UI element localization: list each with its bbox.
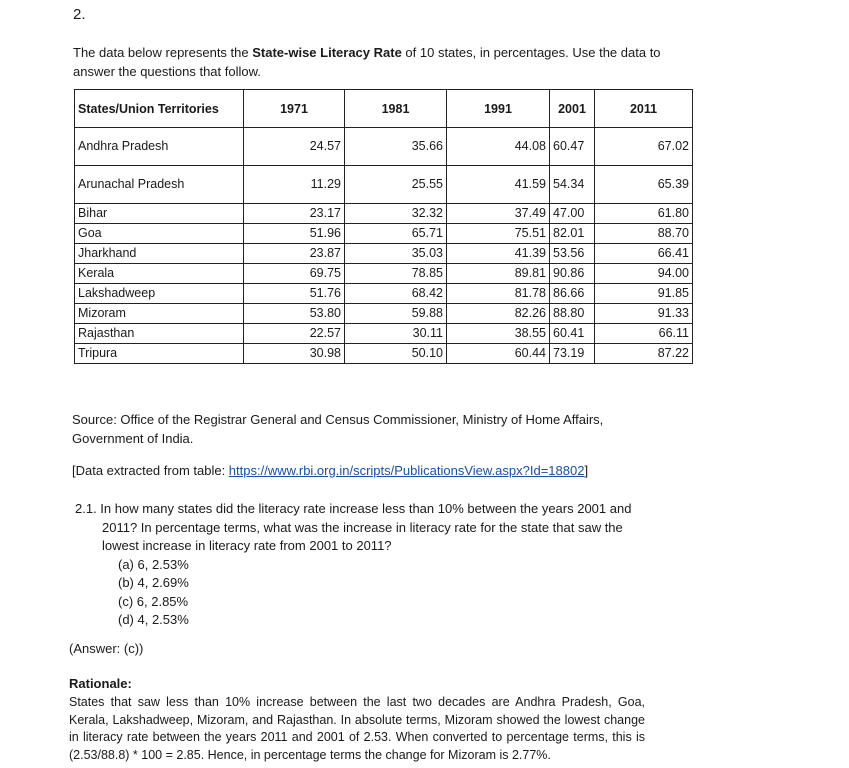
cell-1971: 51.76 — [244, 284, 345, 304]
option-b: (b) 4, 2.69% — [118, 575, 189, 590]
cell-2001: 53.56 — [550, 244, 595, 264]
rationale-body: States that saw less than 10% increase between the last two decades are Andhra Pradesh, Goa, Kerala, Lakshadweep, Mizoram, and Rajasthan. In absolute terms, Mizoram showed the lowest change in literacy rate between the years 2011 and 2001 of 2.53. When converted to percentage terms, this is (2.53/88.8) * 100 = 2.85. Hence, in percentage terms the change for Mizoram is 2.77%. — [69, 695, 645, 762]
data-extract-note — [72, 463, 588, 478]
cell-2001: 73.19 — [550, 344, 595, 364]
table-row — [75, 344, 693, 364]
cell-1981: 35.66 — [345, 128, 447, 166]
cell-1991: 82.26 — [447, 304, 550, 324]
header-states: States/Union Territories — [75, 90, 244, 128]
option-d: (d) 4, 2.53% — [118, 612, 189, 627]
cell-1981: 25.55 — [345, 166, 447, 204]
cell-state: Andhra Pradesh — [75, 128, 244, 166]
cell-2011: 66.41 — [595, 244, 693, 264]
cell-1991: 41.39 — [447, 244, 550, 264]
cell-1971: 11.29 — [244, 166, 345, 204]
cell-1981: 65.71 — [345, 224, 447, 244]
cell-1991: 41.59 — [447, 166, 550, 204]
cell-1981: 59.88 — [345, 304, 447, 324]
cell-state: Bihar — [75, 204, 244, 224]
cell-1991: 37.49 — [447, 204, 550, 224]
question-text: 2.1. In how many states did the literacy rate increase less than 10% between the years 2001 and 2011? In percentage terms, what was the increase in literacy rate for the state that saw the lowest increase in literacy rate from 2001 to 2011? — [75, 501, 632, 553]
intro-prefix: The data below represents the — [73, 45, 253, 60]
cell-2001: 88.80 — [550, 304, 595, 324]
cell-2011: 65.39 — [595, 166, 693, 204]
table-row — [75, 224, 693, 244]
cell-state: Rajasthan — [75, 324, 244, 344]
question-number: 2. — [73, 6, 86, 23]
intro-bold-term: State-wise Literacy Rate — [252, 45, 402, 60]
cell-state: Tripura — [75, 344, 244, 364]
cell-1971: 30.98 — [244, 344, 345, 364]
cell-1971: 23.87 — [244, 244, 345, 264]
intro-suffix: of 10 states, in percentages. Use the data to answer the questions that follow. — [73, 45, 661, 79]
answer-line: (Answer: (c)) — [69, 641, 144, 656]
cell-state: Arunachal Pradesh — [75, 166, 244, 204]
cell-1981: 78.85 — [345, 264, 447, 284]
cell-state: Jharkhand — [75, 244, 244, 264]
rbi-source-link[interactable]: https://www.rbi.org.in/scripts/PublicationsView.aspx?Id=18802 — [228, 463, 585, 478]
table-row — [75, 304, 693, 324]
header-1981: 1981 — [345, 90, 447, 128]
table-row — [75, 204, 693, 224]
cell-1981: 35.03 — [345, 244, 447, 264]
cell-1981: 68.42 — [345, 284, 447, 304]
table-header-row — [75, 90, 693, 128]
cell-2011: 94.00 — [595, 264, 693, 284]
table-row — [75, 166, 693, 204]
option-a: (a) 6, 2.53% — [118, 556, 189, 572]
table-row — [75, 284, 693, 304]
cell-2001: 60.41 — [550, 324, 595, 344]
cell-1991: 89.81 — [447, 264, 550, 284]
cell-1971: 23.17 — [244, 204, 345, 224]
cell-2011: 66.11 — [595, 324, 693, 344]
cell-2001: 90.86 — [550, 264, 595, 284]
cell-1991: 75.51 — [447, 224, 550, 244]
cell-2011: 91.85 — [595, 284, 693, 304]
cell-2011: 67.02 — [595, 128, 693, 166]
cell-2011: 91.33 — [595, 304, 693, 324]
option-c: (c) 6, 2.85% — [118, 593, 189, 609]
literacy-rate-table — [74, 89, 693, 364]
cell-state: Goa — [75, 224, 244, 244]
rationale-title: Rationale: — [69, 676, 132, 691]
cell-1981: 50.10 — [345, 344, 447, 364]
cell-1971: 51.96 — [244, 224, 345, 244]
cell-2001: 47.00 — [550, 204, 595, 224]
table-row — [75, 244, 693, 264]
cell-2001: 54.34 — [550, 166, 595, 204]
question-2-1 — [75, 500, 655, 630]
table-row — [75, 324, 693, 344]
cell-state: Mizoram — [75, 304, 244, 324]
cell-2001: 82.01 — [550, 224, 595, 244]
answer-options — [118, 556, 655, 630]
cell-1981: 30.11 — [345, 324, 447, 344]
header-2001: 2001 — [550, 90, 595, 128]
cell-1991: 44.08 — [447, 128, 550, 166]
header-1971: 1971 — [244, 90, 345, 128]
cell-1981: 32.32 — [345, 204, 447, 224]
source-note: Source: Office of the Registrar General and Census Commissioner, Ministry of Home Affairs, Government of India. — [72, 412, 604, 446]
cell-1991: 60.44 — [447, 344, 550, 364]
cell-1971: 53.80 — [244, 304, 345, 324]
cell-1971: 69.75 — [244, 264, 345, 284]
cell-1991: 81.78 — [447, 284, 550, 304]
cell-2011: 87.22 — [595, 344, 693, 364]
cell-1971: 22.57 — [244, 324, 345, 344]
extract-prefix: [Data extracted from table: — [72, 463, 229, 478]
cell-2001: 86.66 — [550, 284, 595, 304]
cell-2011: 61.80 — [595, 204, 693, 224]
header-2011: 2011 — [595, 90, 693, 128]
intro-paragraph — [73, 43, 673, 81]
cell-1971: 24.57 — [244, 128, 345, 166]
table-row — [75, 128, 693, 166]
extract-suffix: ] — [584, 463, 589, 478]
header-1991: 1991 — [447, 90, 550, 128]
table-row — [75, 264, 693, 284]
cell-1991: 38.55 — [447, 324, 550, 344]
cell-2011: 88.70 — [595, 224, 693, 244]
cell-state: Lakshadweep — [75, 284, 244, 304]
cell-2001: 60.47 — [550, 128, 595, 166]
cell-state: Kerala — [75, 264, 244, 284]
